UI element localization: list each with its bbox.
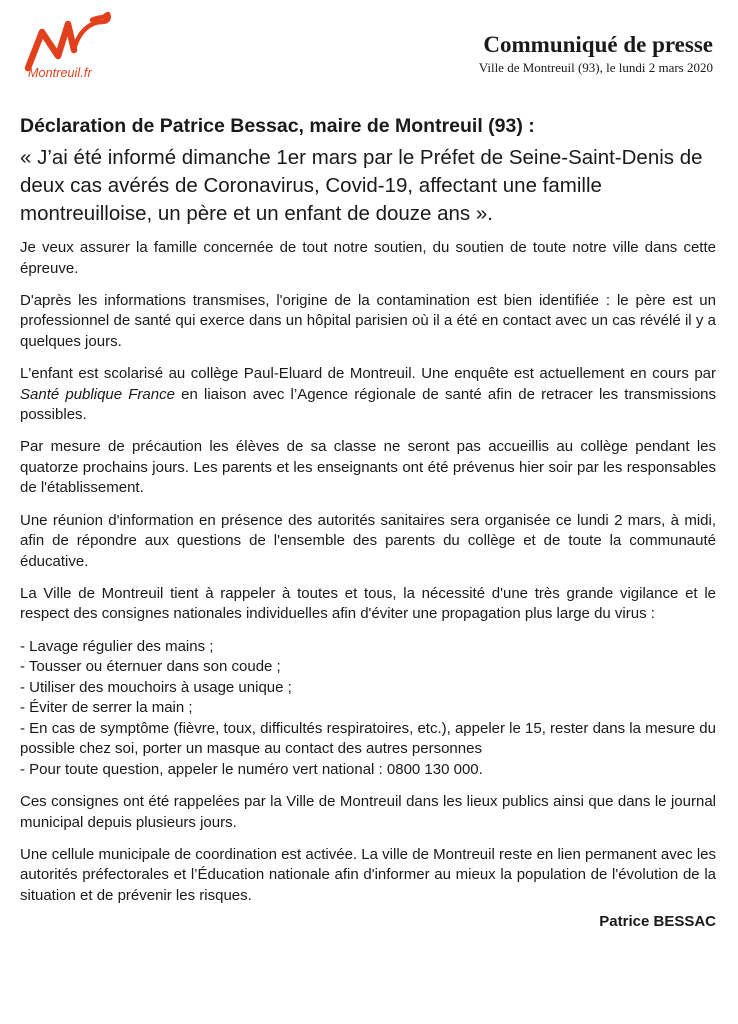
list-item: - Lavage régulier des mains ;: [20, 637, 214, 655]
paragraph-support: Je veux assurer la famille concernée de tout notre soutien, du soutien de toute notre ville dans cette épreuve.: [20, 239, 716, 277]
signature: Patrice BESSAC: [599, 913, 716, 931]
list-item: - Utiliser des mouchoirs à usage unique ;: [20, 678, 292, 696]
sante-publique-france: Santé publique France: [20, 385, 175, 403]
investigation-text-start: L'enfant est scolarisé au collège Paul-Eluard de Montreuil. Une enquête est actuellement en cours par: [20, 364, 716, 382]
paragraph-reminders: Ces consignes ont été rappelées par la Ville de Montreuil dans les lieux publics ainsi que dans le journal municipal depuis plusieurs jours.: [20, 793, 716, 831]
declaration-title: Déclaration de Patrice Bessac, maire de Montreuil (93) :: [20, 115, 535, 137]
list-item: - Pour toute question, appeler le numéro vert national : 0800 130 000.: [20, 761, 483, 779]
list-item: - Éviter de serrer la main ;: [20, 699, 193, 717]
header-block: [479, 32, 713, 76]
press-release-body: [20, 113, 716, 932]
paragraph-precaution: Par mesure de précaution les élèves de sa classe ne seront pas accueillis au collège pendant les quatorze prochains jours. Les parents et les enseignants ont été prévenus hier soir par les responsables de l'établissement.: [20, 438, 716, 497]
document-type: Communiqué de presse: [483, 32, 713, 57]
place-and-date: Ville de Montreuil (93), le lundi 2 mars 2020: [478, 60, 713, 75]
investigation-text-end: en liaison avec l’Agence régionale de santé afin de retracer les transmissions possibles.: [20, 385, 716, 424]
instructions-list: [20, 637, 716, 781]
paragraph-information-meeting: Une réunion d'information en présence des autorités sanitaires sera organisée ce lundi 2 mars, à midi, afin de répondre aux questions de l'ensemble des parents du collège et de toute la communauté éducative.: [20, 511, 716, 570]
montreuil-m-logo-icon: [22, 10, 114, 72]
list-item: - Tousser ou éternuer dans son coude ;: [20, 658, 281, 676]
paragraph-vigilance: La Ville de Montreuil tient à rappeler à toutes et tous, la nécessité d'une très grande vigilance et le respect des consignes nationales individuelles afin d'éviter une propagation plus large du virus :: [20, 584, 716, 623]
logo-text: Montreuil.fr: [28, 66, 92, 80]
mayor-quote: « J’ai été informé dimanche 1er mars par le Préfet de Seine-Saint-Denis de deux cas avérés de Coronavirus, Covid-19, affectant une famille montreuilloise, un père et un enfant de douze ans ».: [20, 146, 703, 225]
list-item: - En cas de symptôme (fièvre, toux, difficultés respiratoires, etc.), appeler le 15, rester dans la mesure du possible chez soi, porter un masque au contact des autres personnes: [20, 719, 716, 758]
paragraph-contamination-origin: D'après les informations transmises, l'origine de la contamination est bien identifiée : le père est un professionnel de santé qui exerce dans un hôpital parisien où il a été en contact avec un cas révélé il y a quelques jours.: [20, 291, 716, 350]
paragraph-investigation: [20, 364, 716, 426]
paragraph-coordination-cell: Une cellule municipale de coordination est activée. La ville de Montreuil reste en lien permanent avec les autorités préfectorales et l’Éducation nationale afin d'informer au mieux la population de l'évolution de la situation et de prévenir les risques.: [20, 845, 716, 905]
